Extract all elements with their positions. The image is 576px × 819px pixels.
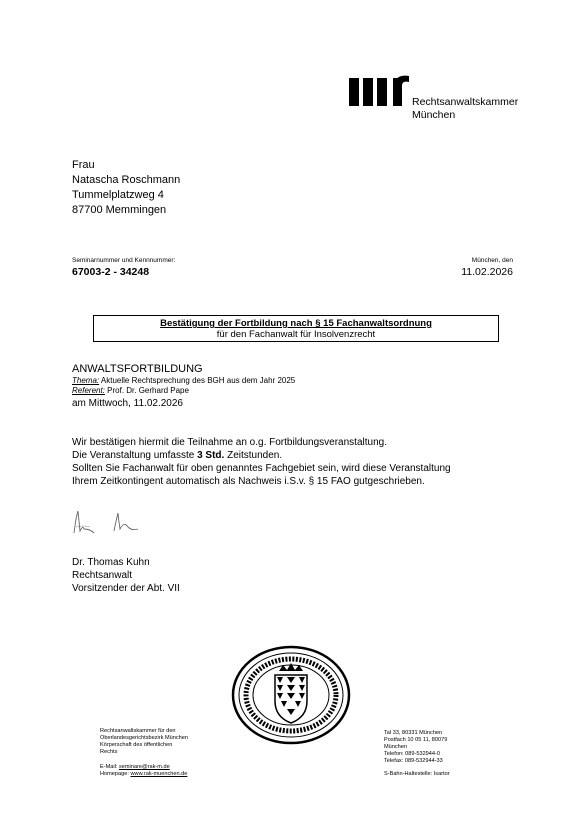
reference-number: 67003-2 - 34248 xyxy=(72,266,150,278)
recipient-name: Natascha Roschmann xyxy=(72,174,181,186)
speaker-label: Referent: xyxy=(72,386,105,395)
signer-name: Dr. Thomas Kuhn xyxy=(72,557,150,568)
signature-image xyxy=(70,507,150,537)
recipient-street: Tummelplatzweg 4 xyxy=(72,189,164,201)
footer-left-line3: Körperschaft des öffentlichen xyxy=(100,742,173,748)
footer-phone: Telefon: 089-532944-0 xyxy=(384,751,440,757)
official-seal-icon xyxy=(231,645,351,745)
footer-left xyxy=(100,728,188,778)
footer-left-line1: Rechtsanwaltskammer für den xyxy=(100,728,176,734)
title-box xyxy=(93,315,499,342)
footer-left-line2: Oberlandesgerichtsbezirk München xyxy=(100,735,188,741)
body-line-2-prefix: Die Veranstaltung umfasste xyxy=(72,450,198,461)
footer-right xyxy=(384,730,450,778)
document-title: Bestätigung der Fortbildung nach § 15 Fachanwaltsordnung xyxy=(160,318,432,329)
body-line-4: Ihrem Zeitkontingent automatisch als Nachweis i.S.v. § 15 FAO gutgeschrieben. xyxy=(72,476,425,487)
event-topic xyxy=(72,376,295,385)
speaker-value: Prof. Dr. Gerhard Pape xyxy=(107,386,189,395)
email-label: E-Mail: xyxy=(100,764,119,770)
footer-email-row xyxy=(100,764,188,771)
event-date: am Mittwoch, 11.02.2026 xyxy=(72,398,183,409)
footer-transit: S-Bahn-Haltestelle: Isartor xyxy=(384,771,450,777)
logo-name-line2: München xyxy=(412,109,456,121)
body-line-3: Sollten Sie Fachanwalt für oben genanntes Fachgebiet sein, wird diese Veranstaltung xyxy=(72,463,451,474)
footer-right-line2: Postfach 10 05 11, 80079 xyxy=(384,737,448,743)
reference-label: Seminarnummer und Kennnummer: xyxy=(72,257,176,264)
signer-position: Vorsitzender der Abt. VII xyxy=(72,583,180,594)
body-line-2-suffix: Zeitstunden. xyxy=(224,450,283,461)
body-line-2 xyxy=(72,450,282,461)
topic-label: Thema: xyxy=(72,376,100,385)
letter-date: 11.02.2026 xyxy=(461,266,513,278)
logo-name-line1: Rechtsanwaltskammer xyxy=(412,96,519,108)
topic-value: Aktuelle Rechtsprechung des BGH aus dem Jahr 2025 xyxy=(100,376,296,385)
place-label: München, den xyxy=(471,257,513,264)
footer-right-line3: München xyxy=(384,744,408,750)
footer-homepage-row xyxy=(100,771,188,778)
chamber-logo-icon xyxy=(349,74,409,106)
footer-fax: Telefax: 089-532944-33 xyxy=(384,758,443,764)
event-heading: ANWALTSFORTBILDUNG xyxy=(72,363,203,375)
footer-right-line1: Tal 33, 80331 München xyxy=(384,730,443,736)
recipient-city: 87700 Memmingen xyxy=(72,204,167,216)
recipient-salutation: Frau xyxy=(72,159,95,171)
body-line-1: Wir bestätigen hiermit die Teilnahme an o.g. Fortbildungsveranstaltung. xyxy=(72,437,387,448)
signer-role: Rechtsanwalt xyxy=(72,570,133,581)
footer-left-line4: Rechts xyxy=(100,749,118,755)
document-subtitle: für den Fachanwalt für Insolvenzrecht xyxy=(216,329,376,340)
event-speaker xyxy=(72,386,189,395)
body-hours: 3 Std. xyxy=(197,450,225,461)
email-link[interactable]: seminare@rak-m.de xyxy=(118,764,170,770)
homepage-label: Homepage: xyxy=(100,771,131,777)
homepage-link[interactable]: www.rak-muenchen.de xyxy=(130,771,188,777)
